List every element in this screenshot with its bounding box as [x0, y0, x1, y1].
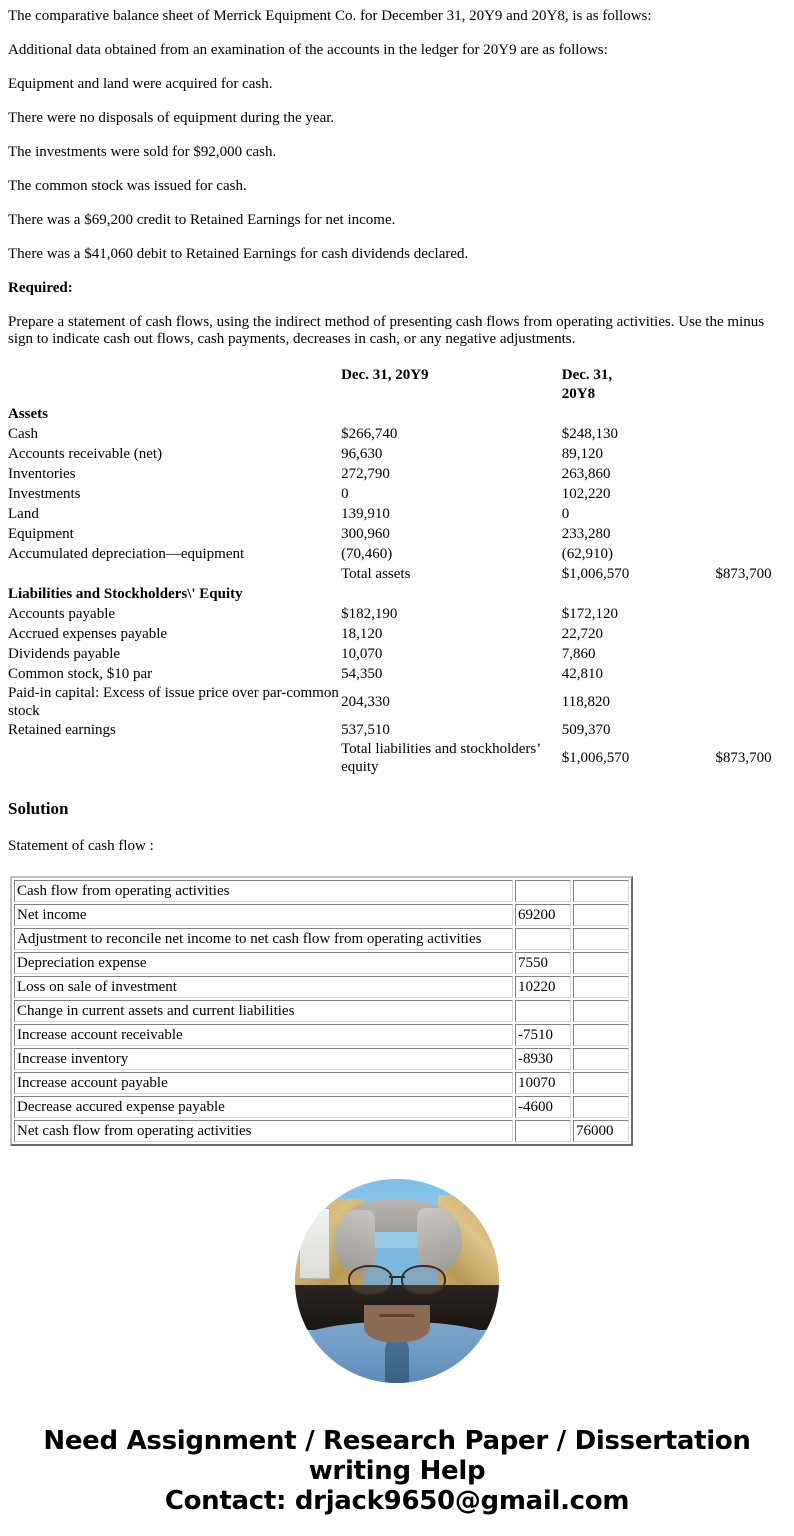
assets-section-label: Assets	[8, 406, 48, 422]
row-value-20y9: $182,190	[341, 606, 398, 622]
table-row	[14, 1120, 629, 1142]
total-liabilities-20y9: $1,006,570	[561, 750, 630, 766]
row-label: Investments	[8, 486, 81, 502]
row-value-20y8: $172,120	[561, 606, 618, 622]
total-liabilities-20y8: $873,700	[715, 750, 772, 766]
row-label: Accounts payable	[8, 606, 116, 622]
photo-mouth	[379, 1314, 416, 1317]
intro-paragraph: Equipment and land were acquired for cash.	[8, 76, 273, 92]
balance-sheet-row	[0, 664, 794, 684]
balance-sheet-header-row	[0, 364, 794, 404]
cell-amount-2	[573, 880, 629, 902]
balance-sheet-row	[0, 684, 794, 720]
table-row	[14, 1000, 629, 1022]
solution-subheading: Statement of cash flow :	[8, 838, 154, 854]
total-assets-20y9: $1,006,570	[561, 566, 630, 582]
assets-section-heading-row	[0, 404, 794, 424]
row-value-20y8: $248,130	[561, 426, 618, 442]
header-spacer	[715, 364, 794, 404]
cell-amount-2	[573, 1048, 629, 1070]
cell-label: Net income	[14, 904, 513, 926]
row-label: Dividends payable	[8, 646, 121, 662]
cell-amount-1: 10220	[515, 976, 571, 998]
balance-sheet-row	[0, 504, 794, 524]
balance-sheet-row	[0, 424, 794, 444]
intro-paragraph: There were no disposals of equipment during the year.	[8, 110, 335, 126]
row-value-20y8: 509,370	[561, 722, 611, 738]
cell-label: Increase account payable	[14, 1072, 513, 1094]
eyeglass-bridge	[389, 1276, 405, 1278]
cell-label: Cash flow from operating activities	[14, 880, 513, 902]
row-value-20y8: 42,810	[561, 666, 603, 682]
table-row	[14, 1072, 629, 1094]
promo-footer	[0, 1426, 794, 1536]
row-value-20y8: 0	[561, 506, 570, 522]
header-col-20y9: Dec. 31, 20Y9	[341, 367, 429, 383]
required-instructions: Prepare a statement of cash flows, using the indirect method of presenting cash flows from operating activities. Use the minus sign to indicate cash out flows, cash payments, decreases in cash, or any negative adjustments.	[8, 314, 765, 347]
cell-amount-1	[515, 1000, 571, 1022]
cell-amount-1: -8930	[515, 1048, 571, 1070]
cell-amount-1: -4600	[515, 1096, 571, 1118]
row-label: Equipment	[8, 526, 74, 542]
promo-line-1: Need Assignment / Research Paper / Dissertation writing Help	[43, 1426, 751, 1486]
table-row	[14, 976, 629, 998]
liabilities-section-heading-row	[0, 584, 794, 604]
balance-sheet-row	[0, 444, 794, 464]
eyeglass-lens-left	[348, 1265, 393, 1296]
header-blank	[0, 364, 341, 404]
intro-paragraph: There was a $69,200 credit to Retained Earnings for net income.	[8, 212, 396, 228]
intro-paragraph: Additional data obtained from an examination of the accounts in the ledger for 20Y9 are as follows:	[8, 42, 608, 58]
total-assets-label: Total assets	[341, 566, 411, 582]
row-label: Cash	[8, 426, 38, 442]
document-page	[0, 8, 794, 1536]
promo-line-2: Contact: drjack9650@gmail.com	[164, 1486, 630, 1516]
cell-amount-2	[573, 976, 629, 998]
balance-sheet-row	[0, 604, 794, 624]
intro-paragraph: There was a $41,060 debit to Retained Earnings for cash dividends declared.	[8, 246, 469, 262]
row-value-20y8: 102,220	[561, 486, 611, 502]
cell-amount-1: 69200	[515, 904, 571, 926]
row-value-20y9: 0	[341, 486, 349, 502]
row-label: Land	[8, 506, 39, 522]
row-label: Paid-in capital: Excess of issue price over par-common stock	[8, 685, 339, 719]
table-row	[14, 1048, 629, 1070]
table-row	[14, 1096, 629, 1118]
row-value-20y9: $266,740	[341, 426, 398, 442]
cell-amount-2	[573, 1024, 629, 1046]
row-value-20y8: 22,720	[561, 626, 603, 642]
photo-tie	[385, 1338, 409, 1383]
intro-paragraph: The common stock was issued for cash.	[8, 178, 247, 194]
eyeglasses-icon	[348, 1265, 446, 1292]
required-heading: Required:	[8, 280, 73, 296]
cell-label: Loss on sale of investment	[14, 976, 513, 998]
cell-label: Net cash flow from operating activities	[14, 1120, 513, 1142]
row-value-20y8: 263,860	[561, 466, 611, 482]
row-value-20y8: 233,280	[561, 526, 611, 542]
total-assets-20y8: $873,700	[715, 566, 772, 582]
cash-flow-statement-table	[10, 876, 633, 1146]
cell-label: Change in current assets and current liabilities	[14, 1000, 513, 1022]
row-value-20y9: 537,510	[341, 722, 390, 738]
row-value-20y9: 54,350	[341, 666, 383, 682]
row-label: Inventories	[8, 466, 76, 482]
liabilities-section-label: Liabilities and Stockholders\' Equity	[8, 586, 243, 602]
cell-amount-2	[573, 928, 629, 950]
cell-label: Depreciation expense	[14, 952, 513, 974]
cell-amount-2	[573, 904, 629, 926]
cell-amount-1: -7510	[515, 1024, 571, 1046]
row-value-20y9: 300,960	[341, 526, 390, 542]
cell-label: Increase account receivable	[14, 1024, 513, 1046]
balance-sheet-row	[0, 644, 794, 664]
row-value-20y8: 89,120	[561, 446, 603, 462]
row-label: Accumulated depreciation—equipment	[8, 546, 245, 562]
avatar	[295, 1179, 499, 1383]
cell-label: Adjustment to reconcile net income to net cash flow from operating activities	[14, 928, 513, 950]
comparative-balance-sheet	[0, 364, 794, 776]
balance-sheet-row	[0, 524, 794, 544]
cell-amount-2: 76000	[573, 1120, 629, 1142]
intro-section	[0, 8, 794, 348]
table-row	[14, 1024, 629, 1046]
row-value-20y9: 139,910	[341, 506, 390, 522]
row-label: Retained earnings	[8, 722, 116, 738]
cell-amount-2	[573, 952, 629, 974]
table-row	[14, 928, 629, 950]
total-liabilities-row	[0, 740, 794, 776]
row-label: Common stock, $10 par	[8, 666, 153, 682]
row-value-20y9: 10,070	[341, 646, 383, 662]
row-value-20y9: (70,460)	[341, 546, 393, 562]
row-value-20y9: 96,630	[341, 446, 383, 462]
cell-amount-2	[573, 1072, 629, 1094]
intro-paragraph: The comparative balance sheet of Merrick Equipment Co. for December 31, 20Y9 and 20Y8, is as follows:	[8, 8, 652, 24]
photo-hair-left	[334, 1210, 375, 1271]
total-liabilities-label: Total liabilities and stockholders’ equity	[341, 741, 541, 775]
balance-sheet-row	[0, 720, 794, 740]
intro-paragraph: The investments were sold for $92,000 cash.	[8, 144, 277, 160]
header-20y8-line1: Dec. 31,	[561, 367, 613, 383]
cell-amount-2	[573, 1096, 629, 1118]
row-value-20y8: 7,860	[561, 646, 596, 662]
row-value-20y9: 204,330	[341, 694, 390, 710]
header-col-20y8	[562, 364, 716, 404]
avatar-container	[0, 1172, 794, 1402]
row-label: Accounts receivable (net)	[8, 446, 163, 462]
cash-flow-table-wrapper	[10, 876, 794, 1146]
cell-amount-1	[515, 1120, 571, 1142]
cell-amount-1: 7550	[515, 952, 571, 974]
cell-amount-1	[515, 928, 571, 950]
balance-sheet-row	[0, 484, 794, 504]
row-value-20y9: 272,790	[341, 466, 390, 482]
balance-sheet-row	[0, 464, 794, 484]
photo-background-panel	[299, 1208, 330, 1279]
table-row	[14, 904, 629, 926]
cell-amount-1: 10070	[515, 1072, 571, 1094]
solution-heading: Solution	[8, 799, 69, 818]
row-value-20y8: 118,820	[561, 694, 610, 710]
cell-label: Decrease accured expense payable	[14, 1096, 513, 1118]
table-row	[14, 952, 629, 974]
row-value-20y9: 18,120	[341, 626, 383, 642]
eyeglass-lens-right	[401, 1265, 446, 1296]
balance-sheet-row	[0, 624, 794, 644]
table-row	[14, 880, 629, 902]
cell-label: Increase inventory	[14, 1048, 513, 1070]
row-value-20y8: (62,910)	[561, 546, 613, 562]
cell-amount-1	[515, 880, 571, 902]
total-assets-row	[0, 564, 794, 584]
row-label: Accrued expenses payable	[8, 626, 168, 642]
cell-amount-2	[573, 1000, 629, 1022]
balance-sheet-row	[0, 544, 794, 564]
header-20y8-line2: 20Y8	[561, 386, 596, 402]
